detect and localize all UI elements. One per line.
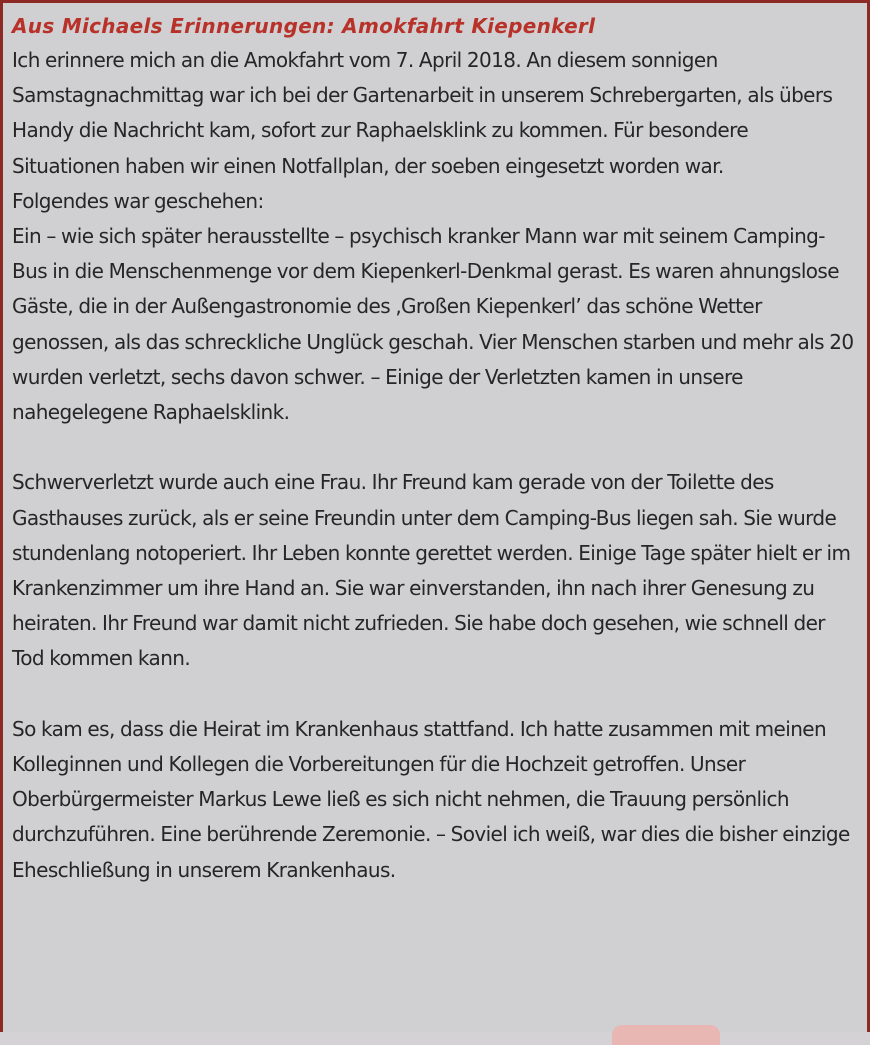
- paragraph-intro: Ich erinnere mich an die Amokfahrt vom 7. April 2018. An diesem sonnigen Samstagnachmittag war ich bei der Gartenarbeit in unserem Schrebergarten, als übers Handy die Nachricht kam, sofort zur Raphaelsklink zu kommen. Für besondere Situationen haben wir einen Notfallplan, der soeben eingesetzt worden war.: [12, 48, 833, 178]
- paragraph-wedding: So kam es, dass die Heirat im Krankenhaus stattfand. Ich hatte zusammen mit meinen Kolleginnen und Kollegen die Vorbereitungen für die Hochzeit getroffen. Unser Oberbürgermeister Markus Lewe ließ es sich nicht nehmen, die Trauung persönlich durchzuführen. Eine berührende Zeremonie. – Soviel ich weiß, war dies die bisher einzige Eheschließung in unserem Krankenhaus.: [12, 716, 850, 882]
- bottom-tab[interactable]: [612, 1025, 720, 1045]
- article-title: Aus Michaels Erinnerungen: Amokfahrt Kiepenkerl: [12, 14, 596, 38]
- paragraph-injured-woman: Schwerverletzt wurde auch eine Frau. Ihr Freund kam gerade von der Toilette des Gasthauses zurück, als er seine Freundin unter dem Camping-Bus liegen sah. Sie wurde stundenlang notoperiert. Ihr Leben konnte gerettet werden. Einige Tage später hielt er im Krankenzimmer um ihre Hand an. Sie war einverstanden, ihn nach ihrer Genesung zu heiraten. Ihr Freund war damit nicht zufrieden. Sie habe doch gesehen, wie schnell der Tod kommen kann.: [12, 470, 851, 671]
- paragraph-spacer: [12, 677, 859, 712]
- paragraph-incident: Ein – wie sich später herausstellte – psychisch kranker Mann war mit seinem Camping-Bus in die Menschenmenge vor dem Kiepenkerl-Denkmal gerast. Es waren ahnungslose Gäste, die in der Außengastronomie des ‚Großen Kiepenkerl’ das schöne Wetter genossen, als das schreckliche Unglück geschah. Vier Menschen starben und mehr als 20 wurden verletzt, sechs davon schwer. – Einige der Verletzten kamen in unsere nahegelegene Raphaelsklink.: [12, 224, 854, 425]
- paragraph-spacer: [12, 430, 859, 465]
- paragraph-what-happened: Folgendes war geschehen:: [12, 188, 264, 213]
- article-body: [12, 43, 859, 888]
